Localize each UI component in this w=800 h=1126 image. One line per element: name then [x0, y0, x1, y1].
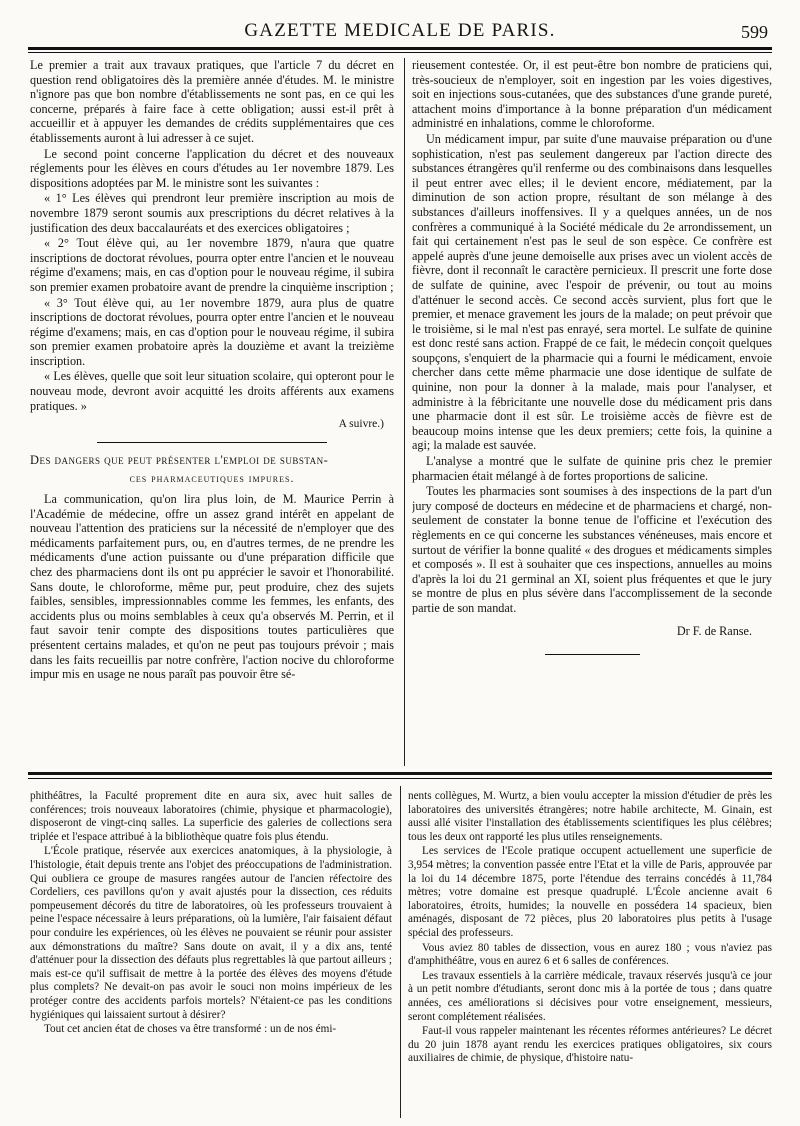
paragraph: Faut-il vous rappeler maintenant les récentes réformes antérieures? Le décret du 20 juin 1878 ayant rendu les exercices pratiques obligatoires, six cours auxiliaires de chimie, de physique, d'histoire natu- [408, 1025, 772, 1065]
paragraph: Les travaux essentiels à la carrière médicale, travaux réservés jusqu'à ce jour à un petit nombre d'étudiants, seront donc mis à la portée de tous ; dans quatre années, ces améliorations si décisives pour votre enseignement, messieurs, seront complétement réalisées. [408, 969, 772, 1023]
paragraph: phithéâtres, la Faculté proprement dite en aura six, avec huit salles de conférences; trois nouveaux laboratoires (chimie, physique et pharmacologie), disposeront de vingt-cinq salles. La superficie des galeries de collections sera triplée et l'espace attribué à la bibliothèque quatre fois plus étendu. [30, 790, 392, 843]
page-header [28, 14, 772, 44]
article-subheading: ces pharmaceutiques impures. [129, 471, 295, 486]
paragraph: L'analyse a montré que le sulfate de quinine pris chez le premier pharmacien était mélangé à de fortes proportions de salicine. [412, 454, 772, 483]
lower-left-column [30, 790, 392, 1122]
paragraph: L'École pratique, réservée aux exercices anatomiques, à la physiologie, à l'histologie, était depuis trente ans l'objet des préoccupations de l'administration. Qui oubliera ce groupe de masures rangées autour de l'ancien réfectoire des Cordeliers, ces pavillons qu'on y avait ajustés pour la dissection, ces réduits pompeusement décorés du titre de laboratoires, où les professeurs trouvaient à peine l'espace nécessaire à leurs préparations, où la lumière, l'air faisaient défaut pour conduire les expériences, où les élèves ne pouvaient se réunir pour assister aux démonstrations du maître? Sans doute on avait, il y a dix ans, tenté d'atténuer pour la dissection des défauts plus regrettables là que partout ailleurs ; mais est-ce qu'il suffisait de mettre à la portée des élèves des moyens d'étude plus complets? Ne devait-on pas avoir le souci non moins impérieux de les protéger contre des accidents parfois mortels? N'étaient-ce pas les conditions hygiéniques qui laissaient surtout à désirer? [30, 845, 392, 1021]
paragraph: Tout cet ancien état de choses va être transformé : un de nos émi- [44, 1023, 337, 1036]
paragraph: « 1° Les élèves qui prendront leur première inscription au mois de novembre 1879 seront soumis aux prescriptions du décret relatives à la justification des deux baccalauréats et des exercices obligatoires ; [30, 191, 394, 235]
paragraph: La communication, qu'on lira plus loin, de M. Maurice Perrin à l'Académie de médecine, offre un assez grand intérêt en appelant de nouveau l'attention des praticiens sur la nécessité de n'employer que des médicaments parfaitement purs, ou, en d'autres termes, de ne prendre les médicaments d'une action puissante ou d'une préparation difficile que chez des pharmaciens dont ils ont pu apprécier le savoir et l'honorabilité. Sans doute, le chloroforme, même pur, peut produire, chez des sujets faibles, sensibles, impressionnables comme les femmes, les enfants, des accidents plus ou moins semblables à ceux qu'a observés M. Perrin, et il faut savoir tenir compte des dispositions toutes particulières que présentent certains malades, et qu'on ne peut pas toujours prévoir ; mais dans les faits recueillis par notre confrère, l'action nocive du chloroforme impur mis en usage ne nous paraît pas pouvoir être sé- [30, 492, 394, 682]
feuilleton-rule-thin [28, 778, 772, 779]
author-signature: Dr F. de Ranse. [676, 623, 752, 638]
paragraph: Toutes les pharmacies sont soumises à des inspections de la part d'un jury composé de docteurs en médecine et de pharmaciens et chargé, non-seulement de constater la bonne tenue de l'officine et l'exécution des règlements en ce qui concerne les substances vénéneuses, mais encore et surtout de vérifier la bonne qualité « des drogues et médicaments simples et composés ». Il est à souhaiter que ces inspections, annuelles au moins d'après la loi du 21 germinal an XI, soient plus fréquentes et que le jury se montre de plus en plus sévère dans l'accomplissement de la seconde partie de son mandat. [412, 484, 772, 615]
header-rule-thin [28, 52, 772, 53]
feuilleton-rule [28, 772, 772, 775]
lower-right-column [408, 790, 772, 1122]
end-rule [545, 654, 640, 655]
paragraph: Les services de l'Ecole pratique occupent actuellement une superficie de 3,954 mètres; la convention passée entre l'Etat et la ville de Paris, approuvée par la loi du 14 décembre 1875, porte l'étendue des terrains concédés à 11,784 mètres; votre domaine est presque quadruplé. L'École ancienne avait 6 laboratoires, étroits, humides; la nouvelle en possédera 14 spacieux, bien aménagés, disposant de 72 pièces, plus 20 laboratoires plus petits à l'usage spécial des professeurs. [408, 845, 772, 939]
paragraph: Le premier a trait aux travaux pratiques, que l'article 7 du décret en question rend obligatoires dès la première année d'études. M. le ministre n'ignore pas que bon nombre d'établissements ne sont pas, en ce qui les concerne, préparés à faire face à cette obligation; aussi est-il prêt à accueillir et à appuyer les demandes de crédits supplémentaires que ces établissements auront à lui adresser à ce sujet. [30, 58, 394, 145]
paragraph: « 3° Tout élève qui, au 1er novembre 1879, aura plus de quatre inscriptions de doctorat révolues, pourra opter entre l'ancien et le nouveau régime d'examens; mais, en cas d'option pour le nouveau régime, il subira son premier examen probatoire après la douzième et avant la treizième inscription. [30, 295, 394, 368]
upper-left-column [30, 58, 394, 768]
column-divider [404, 58, 405, 766]
column-divider-lower [400, 786, 401, 1118]
upper-right-column [412, 58, 772, 758]
paragraph: « 2° Tout élève qui, au 1er novembre 1879, n'aura que quatre inscriptions de doctorat révolues, pourra opter entre l'ancien et le nouveau régime d'examens; mais, en cas d'option pour le nouveau régime, il subira son premier examen probatoire avant de prendre la cinquième inscription ; [30, 236, 394, 294]
header-rule [28, 47, 772, 50]
page-number: 599 [741, 22, 768, 42]
section-divider [97, 442, 327, 443]
paragraph: Vous aviez 80 tables de dissection, vous en aurez 180 ; vous n'aviez pas d'amphithéâtre, vous en aurez 6 et 6 salles de conférences. [408, 941, 772, 968]
article-heading: Des dangers que peut présenter l'emploi de substan- [30, 452, 329, 467]
paragraph: rieusement contestée. Or, il est peut-être bon nombre de praticiens qui, très-soucieux de n'employer, soit en ingestion par les voies digestives, soit en injections sous-cutanées, que des substances d'une grande pureté, attachent moins d'importance à la bonne préparation d'un médicament administré en inhalations, comme le chloroforme. [412, 58, 772, 131]
to-be-continued: A suivre.) [338, 418, 384, 431]
paragraph: « Les élèves, quelle que soit leur situation scolaire, qui opteront pour le nouveau mode, devront avoir acquitté les droits afférents aux examens pratiques. » [30, 369, 394, 413]
paragraph: Le second point concerne l'application du décret et des nouveaux réglements pour les élèves en cours d'études au 1er novembre 1879. Les dispositions adoptées par M. le ministre sont les suivantes : [30, 146, 394, 190]
journal-title: GAZETTE MEDICALE DE PARIS. [244, 20, 556, 41]
paragraph: nents collègues, M. Wurtz, a bien voulu accepter la mission d'étudier de près les laboratoires des universités étrangères; notre habile architecte, M. Ginain, est aussi allé visiter l'installation des établissements scientifiques les plus célèbres; tous les deux ont rapporté les plus utiles renseignements. [408, 790, 772, 843]
paragraph: Un médicament impur, par suite d'une mauvaise préparation ou d'une sophistication, n'est pas seulement dangereux par l'action directe des substances étrangères qu'il renferme ou des combinaisons dans lesquelles il peut entrer avec elles; il le devient encore, médiatement, par la diminution de son action propre, résultant de son mélange à des substances d'ailleurs inoffensives. Il y a quelques années, un de nos confrères a communiqué à la Société médicale du 2e arrondissement, un fait qui certainement n'est pas le seul de son espèce. Ce confrère est appelé auprès d'une jeune demoiselle aux prises avec un violent accès de fièvre, dont il reconnaît le caractère pernicieux. Il prescrit une forte dose de sulfate de quinine, avec l'espoir de prévenir, ou tout au moins d'atténuer le second accès. Ce second accès survient, plus fort que le premier, et menace gravement les jours de la malade; on peut prévoir que le troisième, si le mal n'est pas enrayé, sera mortel. Le sulfate de quinine est donc resté sans action. Frappé de ce fait, le médecin conçoit quelques soupçons, s'enquiert de la pharmacie qui a fourni le médicament, envoie chercher dans cette même pharmacie une dose identique de sulfate de quinine, non pour la donner à la malade, mais pour l'analyser, et administre à la fébricitante une nouvelle dose du médicament pris dans une pharmacie dont il est sûr. Le troisième accès de fièvre est de beaucoup moins intense que les deux premiers; cette fois, la quinine a agi; la malade est sauvée. [412, 131, 772, 453]
